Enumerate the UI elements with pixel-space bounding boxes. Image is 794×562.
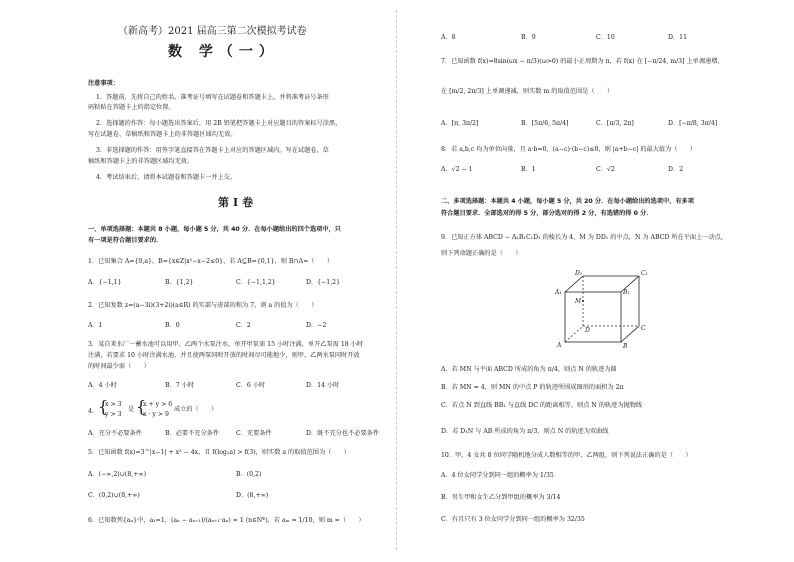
option: B．(0,2): [236, 471, 262, 478]
option: D．2: [668, 166, 684, 173]
notice-heading: 注意事项：: [88, 80, 119, 87]
option: B．0: [165, 322, 180, 329]
option: D．既不充分也不必要条件: [306, 430, 380, 437]
option: A．充分不必要条件: [88, 430, 142, 437]
notice-line: 1．答题前，先将自己的姓名、准考证号填写在试题卷和答题卡上，并将准考证号条形: [96, 94, 329, 101]
exam-title: （新高考）2021 届高三第二次模拟考试卷: [118, 26, 307, 37]
question-6: 6．已知数列{aₙ}中，a₁=1，(aₙ − aₙ₊₁)/(aₙ₊₁·aₙ) = 1 (n∈N*)，若 aₘ = 1/10，则 m =（ ）: [88, 517, 365, 524]
vertex-label: D₁: [575, 270, 583, 277]
vertex-label: C: [641, 325, 646, 332]
option: C．{−1,1,2}: [236, 279, 276, 286]
option: A．1: [88, 322, 103, 329]
cube-figure: [547, 270, 657, 350]
option: D．{−1,2}: [306, 279, 341, 286]
option: C．充要条件: [236, 430, 272, 437]
system-line: x · y > 9: [143, 411, 169, 418]
option: C．有且只有 3 位女同学分到同一组的概率为 32/35: [441, 516, 585, 523]
question-7: 在 [m/2, 2π/3] 上单调递减，则实数 m 的取值范围是（ ）: [441, 88, 614, 95]
option: A．(−∞,2)∪(8,+∞): [88, 471, 146, 478]
option: D．若 D₁N 与 AB 所成的角为 π/3，则点 N 的轨迹为双曲线: [441, 428, 609, 435]
system-line: x > 3: [105, 401, 122, 408]
notice-line: 稿纸和答题卡上的非答题区域均无效。: [88, 158, 194, 165]
point-m: [582, 300, 584, 302]
option: B．{1,2}: [165, 279, 194, 286]
option: A．√2 − 1: [441, 166, 473, 173]
question-5: 5．已知函数 f(x)=3^|x−1| + x² − 4x，且 f(log₂a) > f(3)，则实数 a 的取值范围为（ ）: [88, 449, 350, 456]
subject-title: 数 学（一）: [168, 44, 279, 60]
option: B．必要不充分条件: [165, 430, 220, 437]
cube-front-face: [565, 292, 621, 342]
option: A．4 小时: [88, 382, 117, 389]
vertex-label: B₁: [623, 289, 630, 296]
question-2: 2．已知复数 z=(a−3i)(3+2i)(a∈R) 的实部与虚部的和为 7，则 a 的值为（ ）: [88, 302, 318, 309]
option: B．1: [521, 166, 536, 173]
option: C．√2: [596, 166, 615, 173]
option: B．男生甲和女生乙分到甲组的概率为 3/14: [441, 494, 561, 501]
option: B．[5π/6, 5π/4]: [521, 120, 569, 127]
option: D．−2: [306, 322, 327, 329]
option: C．(0,2)∪(8,+∞): [88, 492, 140, 499]
vertex-label: A₁: [555, 289, 562, 296]
option: C．[π/3, 2π]: [596, 120, 634, 127]
section-heading: 二、多项选择题：本题共 4 小题，每小题 5 分，共 20 分．在每小题给出的选项中，有多项: [441, 198, 694, 205]
system-line: y > 3: [105, 411, 122, 418]
brace-left: {: [98, 397, 109, 416]
option: D．(8,+∞): [236, 492, 269, 499]
notice-line: 写在试题卷、草稿纸和答题卡上的非答题区域均无效。: [88, 131, 237, 138]
question-7: 7．已知函数 f(x)=8sin(ωx − π/3)(ω>0) 的最小正周期为 π，若 f(x) 在 [−π/24, m/3] 上单调递增，: [441, 58, 724, 65]
question-1: 1．已知集合 A={0,a}，B={x∈Z|x²−x−2≤0}，若 A⊆B={0,1}，则 B∩A=（ ）: [88, 258, 334, 265]
vertex-label: C₁: [641, 270, 648, 277]
option: B．若 MN = 4，则 MN 的中点 P 的轨迹所围成图形的面积为 2π: [441, 384, 624, 391]
option: C．2: [236, 322, 251, 329]
section-heading: 一、单项选择题：本题共 8 小题，每小题 5 分，共 40 分．在每小题给出的四个选项中，只: [88, 226, 341, 233]
option: D．11: [668, 34, 688, 41]
notice-line: 码粘贴在答题卡上的指定位置。: [88, 104, 175, 111]
option: A．若 MN 与平面 ABCD 所成的角为 π/4，则点 N 的轨迹为圆: [441, 366, 617, 373]
notice-line: 4．考试结束后，请将本试题卷和答题卡一并上交。: [96, 174, 237, 181]
question-4-tail: 成立的（ ）: [174, 406, 218, 413]
question-9: 则下列命题正确的是（ ）: [441, 250, 522, 257]
volume-heading: 第Ⅰ卷: [218, 196, 258, 209]
question-4-number: 4．: [88, 408, 99, 415]
column-divider: [396, 10, 397, 550]
option: C．若点 N 到直线 BB₁ 与直线 DC 的距离相等，则点 N 的轨迹为抛物线: [441, 402, 643, 409]
vertex-label: M: [575, 298, 582, 305]
notice-line: 3．非选择题的作答：用签字笔直接答在答题卡上对应的答题区域内。写在试题卷、草: [96, 147, 329, 154]
option: B．9: [521, 34, 536, 41]
option: B．7 小时: [165, 382, 195, 389]
option: A．8: [441, 34, 456, 41]
option: D．14 小时: [306, 382, 340, 389]
vertex-label: D: [585, 327, 590, 334]
option: A．{−1,1}: [88, 279, 122, 286]
brace-right: {: [136, 397, 147, 416]
question-3: 的时间最少需（ ）: [88, 363, 150, 370]
option: A．4 位女同学分到同一组的概率为 1/35: [441, 472, 554, 479]
question-3: 注满，若要求 10 小时注满水池，并且使两泵同时开放的时间尽可能地少，则甲、乙两水泵同时开放: [88, 352, 360, 359]
cube-edge: [621, 326, 639, 342]
notice-line: 2．选择题的作答：每小题选出答案后，用 2B 铅笔把答题卡上对应题目的答案标号涂黑，: [96, 120, 342, 127]
question-10: 10．甲、4 女共 8 位同学随机地分成人数相等的甲、乙两组，则下列说法正确的是（ ）: [441, 452, 692, 459]
question-8: 8．若 a,b,c 均为单位向量，且 a·b=0，(a−c)·(b−c)≤0，则 |a+b−c| 的最大值为（ ）: [441, 146, 697, 153]
vertex-label: B: [623, 343, 628, 350]
question-4-mid: 是: [128, 406, 135, 413]
section-heading: 有一项是符合题目要求的．: [88, 237, 163, 244]
option: A．[π, 3π/2]: [441, 120, 479, 127]
option: C．6 小时: [236, 382, 266, 389]
question-3: 3．某自来水厂一蓄水池可以用甲、乙两个水泵注水，单开甲泵需 15 小时注满，单开乙泵需 18 小时: [88, 341, 364, 348]
option: D．[−π/8, 3π/4]: [668, 120, 718, 127]
question-9: 9．已知正方体 ABCD − A₁B₁C₁D₁ 的棱长为 4，M 为 DD₁ 的中点，N 为 ABCD 所在平面上一动点，: [441, 234, 728, 241]
cube-hidden-edge: [565, 326, 583, 342]
system-line: x + y > 6: [143, 401, 173, 408]
vertex-label: A: [557, 342, 562, 349]
section-heading: 符合题目要求．全部选对的得 5 分，部分选对的得 2 分，有选错的得 0 分．: [441, 210, 653, 217]
option: C．10: [596, 34, 615, 41]
cube-edge: [565, 276, 583, 292]
